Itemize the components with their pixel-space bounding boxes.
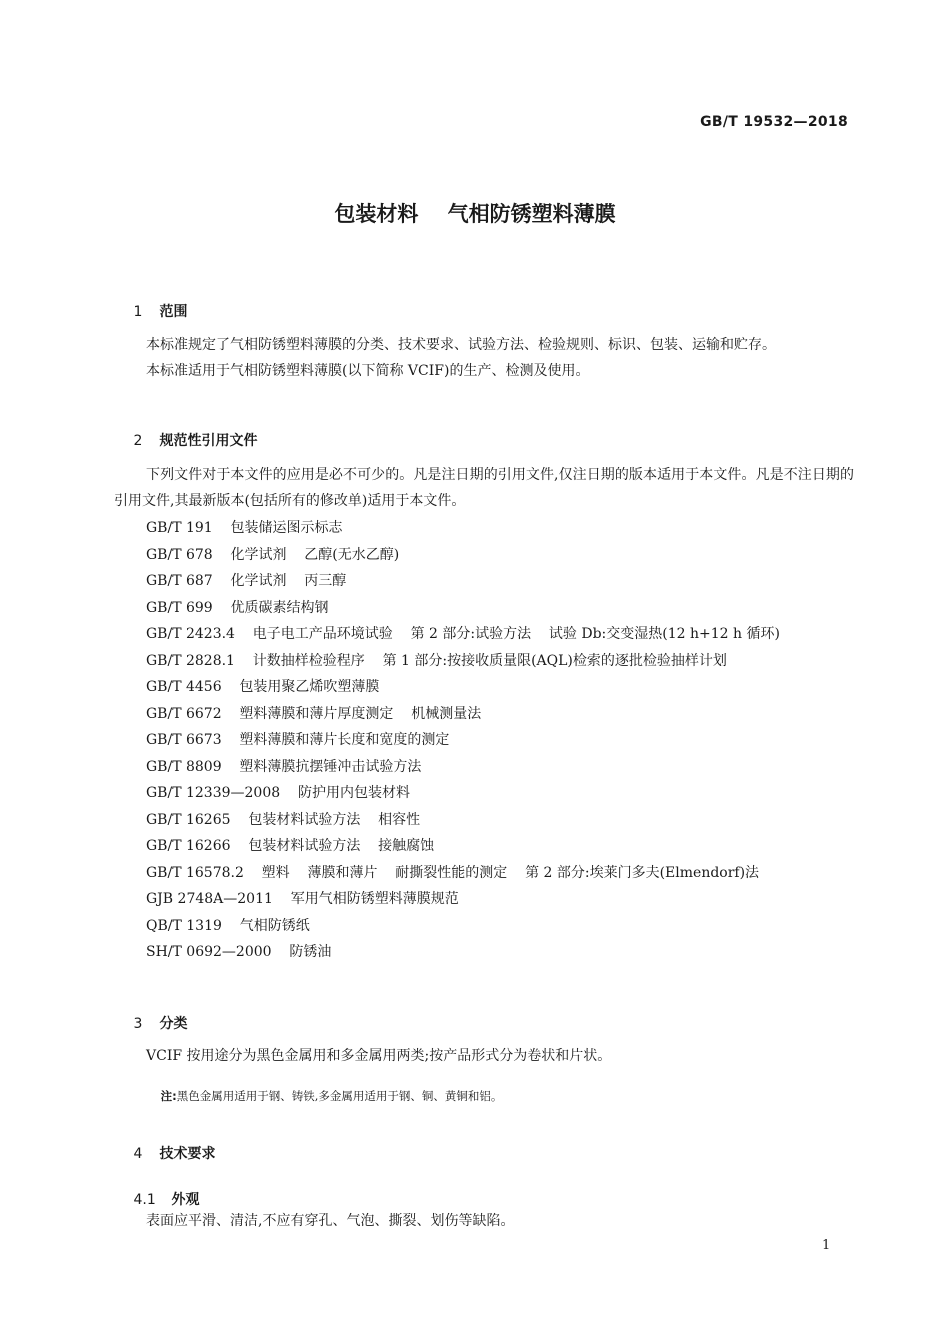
section-2-title: 规范性引用文件 (159, 433, 258, 449)
section-4-heading (114, 1127, 216, 1179)
reference-item: GB/T 16266 包装材料试验方法 接触腐蚀 (146, 838, 435, 854)
note-text: 黑色金属用适用于钢、铸铁,多金属用适用于钢、铜、黄铜和铝。 (176, 1089, 503, 1103)
normative-references-list (146, 515, 780, 966)
reference-item: GB/T 16265 包装材料试验方法 相容性 (146, 811, 421, 828)
section-4-1-number: 4.1 (133, 1192, 156, 1208)
reference-item: GB/T 678 化学试剂 乙醇(无水乙醇) (146, 546, 400, 563)
section-3-number: 3 (133, 1016, 143, 1032)
section-3-heading (114, 997, 188, 1049)
section-1-paragraph-2: 本标准适用于气相防锈塑料薄膜(以下简称 VCIF)的生产、检测及使用。 (146, 363, 590, 379)
section-3-note (146, 1074, 502, 1118)
standard-number: GB/T 19532—2018 (700, 114, 848, 130)
document-title: 包装材料 气相防锈塑料薄膜 (334, 202, 616, 226)
reference-item: GB/T 16578.2 塑料 薄膜和薄片 耐撕裂性能的测定 第 2 部分:埃莱门多夫(Elmendorf)法 (146, 864, 760, 881)
section-4-1-title: 外观 (171, 1192, 200, 1208)
reference-item: GB/T 6673 塑料薄膜和薄片长度和宽度的测定 (146, 732, 450, 748)
reference-item: GB/T 2828.1 计数抽样检验程序 第 1 部分:按接收质量限(AQL)检索的逐批检验抽样计划 (146, 652, 727, 669)
reference-item: QB/T 1319 气相防锈纸 (146, 917, 310, 934)
section-2-intro: 下列文件对于本文件的应用是必不可少的。凡是注日期的引用文件,仅注日期的版本适用于本文件。凡是不注日期的引用文件,其最新版本(包括所有的修改单)适用于本文件。 (114, 467, 854, 509)
section-3-title: 分类 (159, 1016, 188, 1032)
section-4-number: 4 (133, 1146, 143, 1162)
reference-item: SH/T 0692—2000 防锈油 (146, 944, 332, 960)
reference-item: GB/T 2423.4 电子电工产品环境试验 第 2 部分:试验方法 试验 Db:交变湿热(12 h+12 h 循环) (146, 626, 780, 642)
section-1-title: 范围 (159, 304, 188, 320)
section-2-number: 2 (133, 433, 143, 449)
section-1-number: 1 (133, 304, 143, 320)
reference-item: GB/T 8809 塑料薄膜抗摆锤冲击试验方法 (146, 758, 422, 775)
reference-item: GB/T 191 包装储运图示标志 (146, 520, 343, 536)
page-number: 1 (822, 1238, 831, 1253)
section-4-title: 技术要求 (159, 1146, 216, 1162)
reference-item: GB/T 699 优质碳素结构钢 (146, 599, 329, 616)
reference-item: GB/T 6672 塑料薄膜和薄片厚度测定 机械测量法 (146, 705, 482, 722)
reference-item: GJB 2748A—2011 军用气相防锈塑料薄膜规范 (146, 891, 459, 907)
section-2-heading (114, 414, 258, 466)
section-4-1-paragraph: 表面应平滑、清洁,不应有穿孔、气泡、撕裂、划伤等缺陷。 (146, 1213, 515, 1229)
section-1-heading (114, 285, 188, 337)
reference-item: GB/T 687 化学试剂 丙三醇 (146, 573, 347, 589)
reference-item: GB/T 4456 包装用聚乙烯吹塑薄膜 (146, 679, 380, 695)
section-1-paragraph-1: 本标准规定了气相防锈塑料薄膜的分类、技术要求、试验方法、检验规则、标识、包装、运输和贮存。 (146, 337, 776, 353)
reference-item: GB/T 12339—2008 防护用内包装材料 (146, 785, 410, 801)
note-label: 注: (160, 1089, 177, 1103)
section-3-paragraph: VCIF 按用途分为黑色金属用和多金属用两类;按产品形式分为卷状和片状。 (146, 1048, 612, 1064)
